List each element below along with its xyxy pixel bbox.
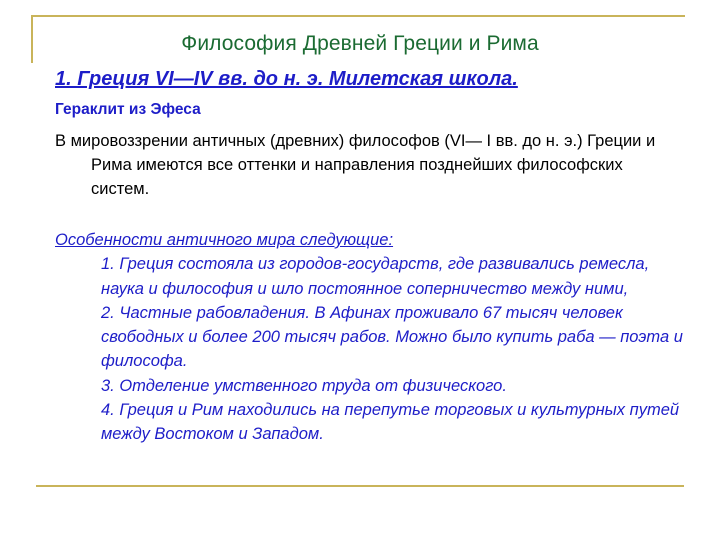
- feature-item: 1. Греция состояла из городов-государств, где развивались ремесла, наука и философия и шло постоянное соперничество между ними,: [101, 255, 650, 298]
- section-heading: 1. Греция VI—IV вв. до н. э. Милетская школа.: [55, 68, 518, 90]
- feature-item: 3. Отделение умственного труда от физического.: [101, 376, 507, 395]
- features-list: [55, 252, 685, 446]
- slide-content: [55, 68, 685, 447]
- features-block: [55, 228, 685, 447]
- features-title: Особенности античного мира следующие:: [55, 231, 394, 249]
- frame-top-rule: [31, 15, 685, 17]
- slide-title: Философия Древней Греции и Рима: [181, 32, 539, 55]
- intro-paragraph: В мировоззрении античных (древних) философов (VI— I вв. до н. э.) Греции и Рима имеются все оттенки и направления позднейших философских систем.: [55, 132, 656, 198]
- frame-bottom-rule: [36, 485, 684, 487]
- subsection-heading: Гераклит из Эфеса: [55, 101, 201, 118]
- feature-item: 2. Частные рабовладения. В Афинах проживало 67 тысяч человек свободных и более 200 тысяч рабов. Можно было купить раба — поэта и философа.: [101, 303, 683, 371]
- feature-item: 4. Греция и Рим находились на перепутье торговых и культурных путей между Востоком и Западом.: [101, 401, 680, 444]
